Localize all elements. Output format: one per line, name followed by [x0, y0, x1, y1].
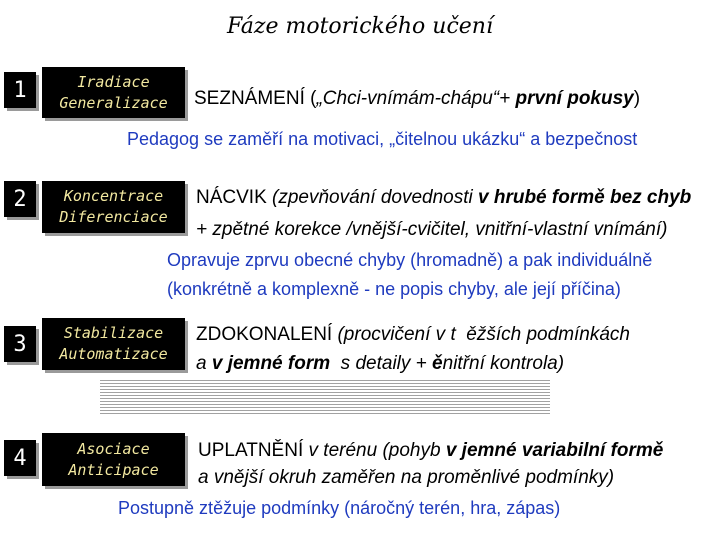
- stage-label: Automatizace: [59, 345, 168, 363]
- stage-description-line: [196, 353, 564, 375]
- description-segment: NÁCVIK: [196, 187, 273, 208]
- description-segment: v jemné form: [211, 353, 331, 374]
- description-segment: nitřní kontrola): [442, 353, 565, 374]
- teacher-note-line: (konkrétně a komplexně - ne popis chyby, ale její příčina): [167, 279, 621, 299]
- scan-noise: [100, 380, 550, 414]
- stage-label: Stabilizace: [63, 324, 164, 342]
- stage-label: Anticipace: [68, 460, 159, 479]
- description-segment: a: [196, 353, 212, 374]
- stage-number-box: 3: [4, 326, 36, 362]
- stage-label-box: [42, 67, 185, 118]
- description-segment: v hrubé formě bez chyb: [478, 187, 692, 208]
- stage-label: Diferenciace: [59, 208, 168, 226]
- teacher-note-line: Postupně ztěžuje podmínky (náročný terén, hra, zápas): [118, 498, 561, 518]
- description-segment: první pokusy: [515, 88, 634, 109]
- stage-label-box: [42, 181, 185, 233]
- description-segment: v terénu (pohyb: [308, 440, 446, 461]
- description-segment: „Chci-vnímám-chápu“+: [316, 88, 516, 109]
- stage-number-box: 4: [4, 440, 36, 476]
- stage-label: Generalizace: [59, 93, 168, 112]
- stage-description-line: [198, 467, 614, 489]
- description-segment: ě: [432, 353, 443, 374]
- stage-label-box: [42, 318, 185, 370]
- stage-description-line: [196, 219, 667, 241]
- stage-description-line: [196, 324, 630, 346]
- description-segment: SEZNÁMENÍ (: [194, 88, 317, 109]
- stage-description-line: [198, 440, 663, 462]
- stage-description-line: [196, 187, 691, 209]
- stage-number-box: 2: [4, 181, 36, 217]
- description-segment: ): [633, 88, 641, 109]
- stage-label: Koncentrace: [63, 187, 164, 205]
- description-segment: + zpětné korekce /vnější-cvičitel, vnitřní-vlastní vnímání): [196, 219, 668, 240]
- teacher-note-line: Opravuje zprvu obecné chyby (hromadně) a pak individuálně: [167, 250, 653, 270]
- description-segment: v jemné variabilní formě: [445, 440, 664, 461]
- description-segment: s detaily +: [330, 353, 433, 374]
- description-segment: UPLATNĚNÍ: [198, 440, 309, 461]
- stage-number-box: 1: [4, 72, 36, 108]
- description-segment: a vnější okruh zaměřen na proměnlivé podmínky): [198, 467, 615, 488]
- description-segment: ZDOKONALENÍ: [196, 324, 338, 345]
- stage-label: Iradiace: [77, 72, 150, 91]
- stage-label: Asociace: [77, 439, 150, 458]
- description-segment: (procvičení v t ěžších podmínkách: [337, 324, 630, 345]
- teacher-note-line: Pedagog se zaměří na motivaci, „čitelnou ukázku“ a bezpečnost: [127, 129, 638, 149]
- stage-description-line: [194, 88, 640, 110]
- page-title: Fáze motorického učení: [226, 14, 494, 39]
- description-segment: (zpevňování dovednosti: [272, 187, 478, 208]
- stage-label-box: [42, 433, 185, 486]
